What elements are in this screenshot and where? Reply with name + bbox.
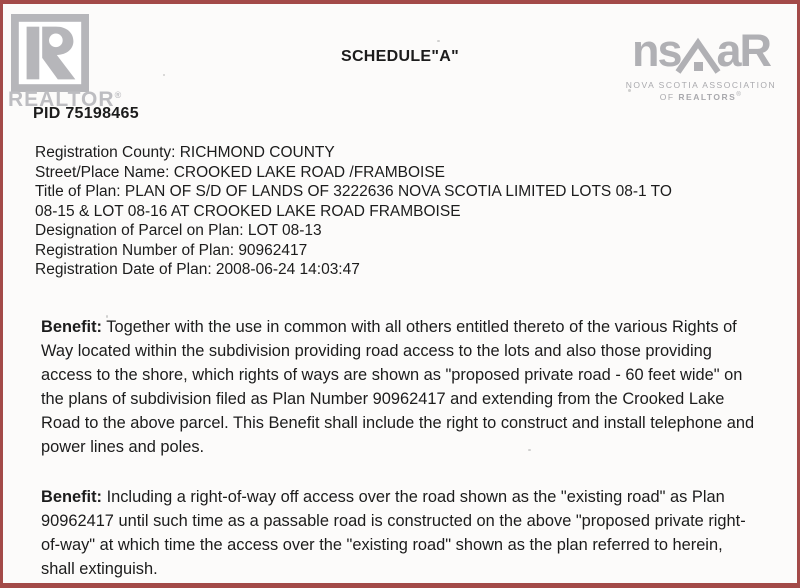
registration-number-line: Registration Number of Plan: 90962417 xyxy=(35,241,308,259)
benefit-label: Benefit: xyxy=(41,318,103,336)
benefit-text: Together with the use in common with all others entitled thereto of the various Rights of Way located within the subdivision providing road access to the lots and also those providing access to the shore, which rights of ways are shown as "proposed private road - 60 feet wide" on the plans of subdivision filed as Plan Number 90962417 and extending from the Crooked Lake Road to the above parcel. This Benefit shall include the right to construct and install telephone and power lines and poles. xyxy=(41,318,755,456)
registered-trademark-symbol: ® xyxy=(114,90,123,100)
registration-county-line: Registration County: RICHMOND COUNTY xyxy=(35,144,335,161)
registration-details xyxy=(35,143,765,280)
registration-date-line: Registration Date of Plan: 2008-06-24 14:03:47 xyxy=(35,261,360,278)
page-title: SCHEDULE"A" xyxy=(340,48,460,65)
nsar-house-roof-icon xyxy=(675,36,721,74)
street-place-name-line: Street/Place Name: CROOKED LAKE ROAD /FRAMBOISE xyxy=(35,163,446,181)
nsar-tagline-line1: NOVA SCOTIA ASSOCIATION xyxy=(625,80,777,90)
nsar-tagline-line2 xyxy=(619,92,783,102)
registered-trademark-symbol: ® xyxy=(736,92,743,99)
scan-speck xyxy=(106,315,108,318)
scan-speck xyxy=(437,40,440,42)
parcel-designation-line: Designation of Parcel on Plan: LOT 08-13 xyxy=(35,222,322,239)
title-of-plan-line: Title of Plan: PLAN OF S/D OF LANDS OF 3222636 NOVA SCOTIA LIMITED LOTS 08-1 TO xyxy=(35,183,672,200)
title-of-plan-line-2: 08-15 & LOT 08-16 AT CROOKED LAKE ROAD FRAMBOISE xyxy=(35,202,461,220)
benefit-text: Including a right-of-way off access over the road shown as the "existing road" as Plan 90962417 until such time as a passable road is constructed on the above "proposed private right-of-way" at which time the access over the "existing road" shown as the plan referred to herein, shall extinguish. xyxy=(41,488,746,578)
benefit-paragraph-2 xyxy=(41,485,759,581)
pid-number: PID 75198465 xyxy=(33,105,139,122)
benefit-label: Benefit: xyxy=(41,488,103,506)
nsar-wordmark-right: aR xyxy=(716,25,771,76)
realtor-word-text: REALTOR xyxy=(8,88,115,111)
nsar-tagline-realtors: REALTORS xyxy=(678,92,737,102)
nsar-logo xyxy=(619,25,783,102)
nsar-wordmark-left: ns xyxy=(631,25,681,76)
benefit-paragraph-1 xyxy=(41,315,759,459)
scan-speck xyxy=(163,74,165,76)
nsar-wordmark xyxy=(619,25,783,76)
nsar-tagline-of: OF xyxy=(659,92,679,102)
scan-speck xyxy=(628,89,631,92)
scan-speck xyxy=(528,449,531,451)
